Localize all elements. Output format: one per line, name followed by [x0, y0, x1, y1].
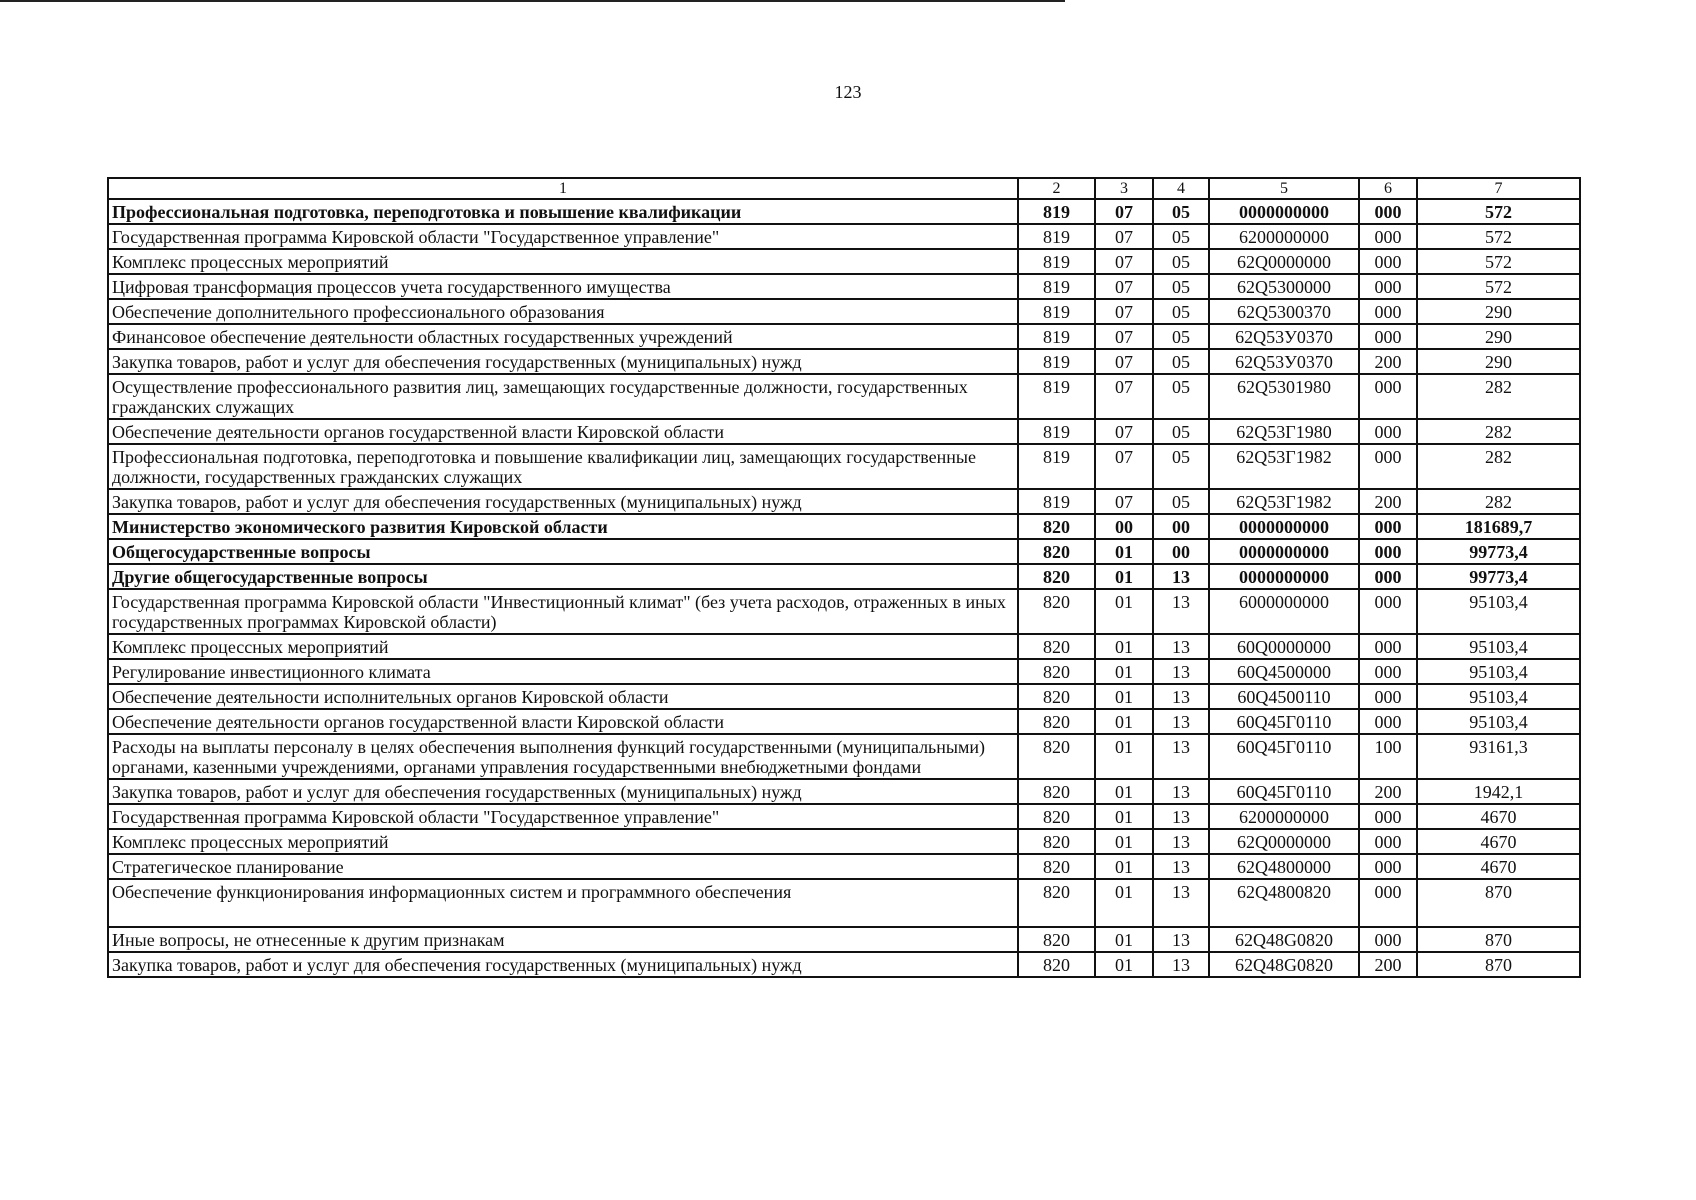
cell-col-5: 62Q5300370: [1209, 299, 1359, 324]
table-row: [108, 589, 1580, 634]
cell-col-2: 819: [1018, 349, 1095, 374]
cell-col-6: 000: [1359, 709, 1417, 734]
cell-col-5: 0000000000: [1209, 514, 1359, 539]
cell-col-2: 820: [1018, 659, 1095, 684]
cell-col-7: 95103,4: [1417, 634, 1580, 659]
table-row: [108, 734, 1580, 779]
row-name-cell: Обеспечение функционирования информационных систем и программного обеспечения: [108, 879, 1018, 927]
cell-col-6: 000: [1359, 419, 1417, 444]
cell-col-2: 820: [1018, 709, 1095, 734]
cell-col-4: 13: [1153, 564, 1209, 589]
cell-col-7: 99773,4: [1417, 539, 1580, 564]
cell-col-2: 819: [1018, 199, 1095, 224]
cell-col-7: 290: [1417, 349, 1580, 374]
cell-col-5: 62Q48G0820: [1209, 927, 1359, 952]
cell-col-2: 820: [1018, 514, 1095, 539]
cell-col-4: 13: [1153, 829, 1209, 854]
cell-col-3: 07: [1095, 324, 1153, 349]
cell-col-7: 870: [1417, 879, 1580, 927]
cell-col-4: 05: [1153, 324, 1209, 349]
cell-col-3: 07: [1095, 249, 1153, 274]
row-name-cell: Общегосударственные вопросы: [108, 539, 1018, 564]
column-header: 2: [1018, 178, 1095, 199]
cell-col-2: 820: [1018, 564, 1095, 589]
cell-col-4: 05: [1153, 444, 1209, 489]
cell-col-7: 290: [1417, 299, 1580, 324]
table-row: [108, 324, 1580, 349]
cell-col-3: 01: [1095, 634, 1153, 659]
cell-col-3: 01: [1095, 779, 1153, 804]
cell-col-2: 820: [1018, 589, 1095, 634]
cell-col-5: 60Q0000000: [1209, 634, 1359, 659]
cell-col-7: 572: [1417, 199, 1580, 224]
cell-col-3: 07: [1095, 444, 1153, 489]
cell-col-7: 282: [1417, 489, 1580, 514]
cell-col-7: 95103,4: [1417, 684, 1580, 709]
row-name-cell: Регулирование инвестиционного климата: [108, 659, 1018, 684]
table-row: [108, 489, 1580, 514]
cell-col-2: 819: [1018, 444, 1095, 489]
cell-col-4: 00: [1153, 539, 1209, 564]
cell-col-3: 07: [1095, 419, 1153, 444]
cell-col-3: 07: [1095, 349, 1153, 374]
cell-col-4: 13: [1153, 879, 1209, 927]
cell-col-6: 100: [1359, 734, 1417, 779]
row-name-cell: Закупка товаров, работ и услуг для обеспечения государственных (муниципальных) нужд: [108, 779, 1018, 804]
cell-col-4: 13: [1153, 734, 1209, 779]
cell-col-5: 62Q0000000: [1209, 829, 1359, 854]
cell-col-5: 6200000000: [1209, 224, 1359, 249]
cell-col-4: 13: [1153, 684, 1209, 709]
cell-col-2: 820: [1018, 829, 1095, 854]
cell-col-6: 000: [1359, 804, 1417, 829]
table-row: [108, 224, 1580, 249]
cell-col-5: 60Q4500110: [1209, 684, 1359, 709]
row-name-cell: Профессиональная подготовка, переподготовка и повышение квалификации: [108, 199, 1018, 224]
row-name-cell: Комплекс процессных мероприятий: [108, 634, 1018, 659]
cell-col-7: 870: [1417, 927, 1580, 952]
cell-col-4: 05: [1153, 489, 1209, 514]
row-name-cell: Расходы на выплаты персоналу в целях обеспечения выполнения функций государственными (муниципальными) органами, казенными учреждениями, органами управления государственными внебюджетными фондами: [108, 734, 1018, 779]
cell-col-4: 05: [1153, 199, 1209, 224]
cell-col-6: 000: [1359, 927, 1417, 952]
table-row: [108, 199, 1580, 224]
cell-col-4: 13: [1153, 659, 1209, 684]
row-name-cell: Государственная программа Кировской области "Государственное управление": [108, 804, 1018, 829]
cell-col-3: 07: [1095, 374, 1153, 419]
cell-col-6: 000: [1359, 829, 1417, 854]
cell-col-6: 000: [1359, 299, 1417, 324]
cell-col-7: 282: [1417, 444, 1580, 489]
column-header: 1: [108, 178, 1018, 199]
table-row: [108, 709, 1580, 734]
cell-col-6: 200: [1359, 779, 1417, 804]
row-name-cell: Обеспечение дополнительного профессионального образования: [108, 299, 1018, 324]
cell-col-2: 819: [1018, 489, 1095, 514]
cell-col-2: 819: [1018, 274, 1095, 299]
row-name-cell: Обеспечение деятельности исполнительных органов Кировской области: [108, 684, 1018, 709]
row-name-cell: Закупка товаров, работ и услуг для обеспечения государственных (муниципальных) нужд: [108, 349, 1018, 374]
cell-col-6: 000: [1359, 684, 1417, 709]
cell-col-5: 60Q45Г0110: [1209, 779, 1359, 804]
table-row: [108, 299, 1580, 324]
cell-col-6: 000: [1359, 589, 1417, 634]
cell-col-2: 820: [1018, 779, 1095, 804]
cell-col-4: 13: [1153, 854, 1209, 879]
cell-col-2: 819: [1018, 374, 1095, 419]
table-row: [108, 514, 1580, 539]
cell-col-2: 820: [1018, 804, 1095, 829]
cell-col-5: 6000000000: [1209, 589, 1359, 634]
table-row: [108, 927, 1580, 952]
cell-col-7: 99773,4: [1417, 564, 1580, 589]
cell-col-3: 07: [1095, 199, 1153, 224]
cell-col-7: 282: [1417, 419, 1580, 444]
table-row: [108, 249, 1580, 274]
table-row: [108, 419, 1580, 444]
row-name-cell: Государственная программа Кировской области "Инвестиционный климат" (без учета расходов, отраженных в иных государственных программах Кировской области): [108, 589, 1018, 634]
row-name-cell: Профессиональная подготовка, переподготовка и повышение квалификации лиц, замещающих государственные должности, государственных гражданских служащих: [108, 444, 1018, 489]
table-row: [108, 684, 1580, 709]
table-row: [108, 564, 1580, 589]
table-row: [108, 634, 1580, 659]
cell-col-3: 01: [1095, 927, 1153, 952]
cell-col-3: 00: [1095, 514, 1153, 539]
cell-col-3: 01: [1095, 952, 1153, 977]
cell-col-4: 13: [1153, 589, 1209, 634]
table-row: [108, 349, 1580, 374]
cell-col-4: 13: [1153, 634, 1209, 659]
cell-col-7: 572: [1417, 224, 1580, 249]
row-name-cell: Комплекс процессных мероприятий: [108, 249, 1018, 274]
row-name-cell: Государственная программа Кировской области "Государственное управление": [108, 224, 1018, 249]
cell-col-7: 95103,4: [1417, 659, 1580, 684]
cell-col-2: 820: [1018, 734, 1095, 779]
cell-col-5: 62Q53У0370: [1209, 349, 1359, 374]
cell-col-4: 05: [1153, 374, 1209, 419]
cell-col-4: 13: [1153, 952, 1209, 977]
page-number: 123: [834, 82, 862, 102]
cell-col-7: 95103,4: [1417, 589, 1580, 634]
cell-col-6: 200: [1359, 952, 1417, 977]
top-rule: [0, 0, 1065, 2]
cell-col-7: 95103,4: [1417, 709, 1580, 734]
cell-col-5: 62Q48G0820: [1209, 952, 1359, 977]
cell-col-4: 05: [1153, 224, 1209, 249]
cell-col-4: 05: [1153, 419, 1209, 444]
cell-col-5: 62Q53У0370: [1209, 324, 1359, 349]
cell-col-3: 01: [1095, 854, 1153, 879]
cell-col-5: 62Q5300000: [1209, 274, 1359, 299]
cell-col-2: 819: [1018, 324, 1095, 349]
row-name-cell: Обеспечение деятельности органов государственной власти Кировской области: [108, 419, 1018, 444]
row-name-cell: Комплекс процессных мероприятий: [108, 829, 1018, 854]
cell-col-5: 62Q4800000: [1209, 854, 1359, 879]
cell-col-4: 13: [1153, 927, 1209, 952]
cell-col-3: 01: [1095, 879, 1153, 927]
column-header: 3: [1095, 178, 1153, 199]
cell-col-6: 000: [1359, 324, 1417, 349]
cell-col-4: 00: [1153, 514, 1209, 539]
cell-col-5: 6200000000: [1209, 804, 1359, 829]
table-body: [108, 199, 1580, 977]
cell-col-6: 000: [1359, 374, 1417, 419]
cell-col-7: 4670: [1417, 854, 1580, 879]
table-row: [108, 854, 1580, 879]
table-row: [108, 952, 1580, 977]
cell-col-6: 000: [1359, 199, 1417, 224]
cell-col-3: 01: [1095, 684, 1153, 709]
cell-col-2: 820: [1018, 952, 1095, 977]
cell-col-7: 1942,1: [1417, 779, 1580, 804]
cell-col-3: 01: [1095, 734, 1153, 779]
cell-col-5: 62Q5301980: [1209, 374, 1359, 419]
cell-col-4: 05: [1153, 249, 1209, 274]
cell-col-7: 282: [1417, 374, 1580, 419]
cell-col-6: 000: [1359, 249, 1417, 274]
cell-col-2: 819: [1018, 299, 1095, 324]
cell-col-5: 62Q0000000: [1209, 249, 1359, 274]
table-row: [108, 539, 1580, 564]
row-name-cell: Цифровая трансформация процессов учета государственного имущества: [108, 274, 1018, 299]
cell-col-6: 000: [1359, 539, 1417, 564]
cell-col-2: 820: [1018, 539, 1095, 564]
row-name-cell: Закупка товаров, работ и услуг для обеспечения государственных (муниципальных) нужд: [108, 952, 1018, 977]
row-name-cell: Финансовое обеспечение деятельности областных государственных учреждений: [108, 324, 1018, 349]
table-row: [108, 879, 1580, 927]
row-name-cell: Иные вопросы, не отнесенные к другим признакам: [108, 927, 1018, 952]
cell-col-3: 01: [1095, 589, 1153, 634]
cell-col-6: 000: [1359, 514, 1417, 539]
cell-col-3: 07: [1095, 489, 1153, 514]
cell-col-5: 62Q53Г1980: [1209, 419, 1359, 444]
cell-col-5: 60Q45Г0110: [1209, 734, 1359, 779]
cell-col-4: 13: [1153, 709, 1209, 734]
cell-col-5: 0000000000: [1209, 199, 1359, 224]
cell-col-5: 0000000000: [1209, 539, 1359, 564]
row-name-cell: Обеспечение деятельности органов государственной власти Кировской области: [108, 709, 1018, 734]
cell-col-7: 290: [1417, 324, 1580, 349]
row-name-cell: Другие общегосударственные вопросы: [108, 564, 1018, 589]
cell-col-6: 000: [1359, 854, 1417, 879]
column-header: 4: [1153, 178, 1209, 199]
cell-col-4: 05: [1153, 349, 1209, 374]
budget-table: [107, 177, 1581, 978]
row-name-cell: Стратегическое планирование: [108, 854, 1018, 879]
cell-col-6: 000: [1359, 634, 1417, 659]
cell-col-3: 07: [1095, 224, 1153, 249]
cell-col-3: 01: [1095, 659, 1153, 684]
table-row: [108, 804, 1580, 829]
cell-col-6: 000: [1359, 659, 1417, 684]
cell-col-2: 820: [1018, 854, 1095, 879]
cell-col-3: 07: [1095, 299, 1153, 324]
table-row: [108, 444, 1580, 489]
cell-col-6: 000: [1359, 274, 1417, 299]
row-name-cell: Министерство экономического развития Кировской области: [108, 514, 1018, 539]
cell-col-2: 820: [1018, 634, 1095, 659]
cell-col-5: 60Q4500000: [1209, 659, 1359, 684]
cell-col-7: 4670: [1417, 804, 1580, 829]
cell-col-4: 13: [1153, 779, 1209, 804]
column-header: 7: [1417, 178, 1580, 199]
cell-col-7: 572: [1417, 274, 1580, 299]
cell-col-5: 60Q45Г0110: [1209, 709, 1359, 734]
table-row: [108, 829, 1580, 854]
cell-col-7: 870: [1417, 952, 1580, 977]
cell-col-6: 000: [1359, 879, 1417, 927]
cell-col-2: 820: [1018, 879, 1095, 927]
table-row: [108, 274, 1580, 299]
cell-col-5: 62Q53Г1982: [1209, 489, 1359, 514]
cell-col-5: 62Q53Г1982: [1209, 444, 1359, 489]
column-header: 5: [1209, 178, 1359, 199]
table-row: [108, 779, 1580, 804]
column-header: 6: [1359, 178, 1417, 199]
cell-col-5: 62Q4800820: [1209, 879, 1359, 927]
cell-col-7: 181689,7: [1417, 514, 1580, 539]
cell-col-3: 01: [1095, 564, 1153, 589]
cell-col-6: 200: [1359, 349, 1417, 374]
cell-col-6: 000: [1359, 444, 1417, 489]
cell-col-3: 01: [1095, 539, 1153, 564]
cell-col-4: 05: [1153, 299, 1209, 324]
cell-col-3: 01: [1095, 709, 1153, 734]
cell-col-3: 01: [1095, 829, 1153, 854]
header-row: [108, 178, 1580, 199]
row-name-cell: Закупка товаров, работ и услуг для обеспечения государственных (муниципальных) нужд: [108, 489, 1018, 514]
cell-col-4: 05: [1153, 274, 1209, 299]
cell-col-6: 200: [1359, 489, 1417, 514]
cell-col-3: 07: [1095, 274, 1153, 299]
cell-col-2: 819: [1018, 224, 1095, 249]
row-name-cell: Осуществление профессионального развития лиц, замещающих государственные должности, государственных гражданских служащих: [108, 374, 1018, 419]
cell-col-6: 000: [1359, 224, 1417, 249]
cell-col-7: 4670: [1417, 829, 1580, 854]
cell-col-2: 820: [1018, 684, 1095, 709]
cell-col-2: 820: [1018, 927, 1095, 952]
table-row: [108, 374, 1580, 419]
cell-col-3: 01: [1095, 804, 1153, 829]
cell-col-2: 819: [1018, 419, 1095, 444]
cell-col-7: 572: [1417, 249, 1580, 274]
cell-col-4: 13: [1153, 804, 1209, 829]
cell-col-7: 93161,3: [1417, 734, 1580, 779]
cell-col-2: 819: [1018, 249, 1095, 274]
cell-col-6: 000: [1359, 564, 1417, 589]
cell-col-5: 0000000000: [1209, 564, 1359, 589]
table-row: [108, 659, 1580, 684]
